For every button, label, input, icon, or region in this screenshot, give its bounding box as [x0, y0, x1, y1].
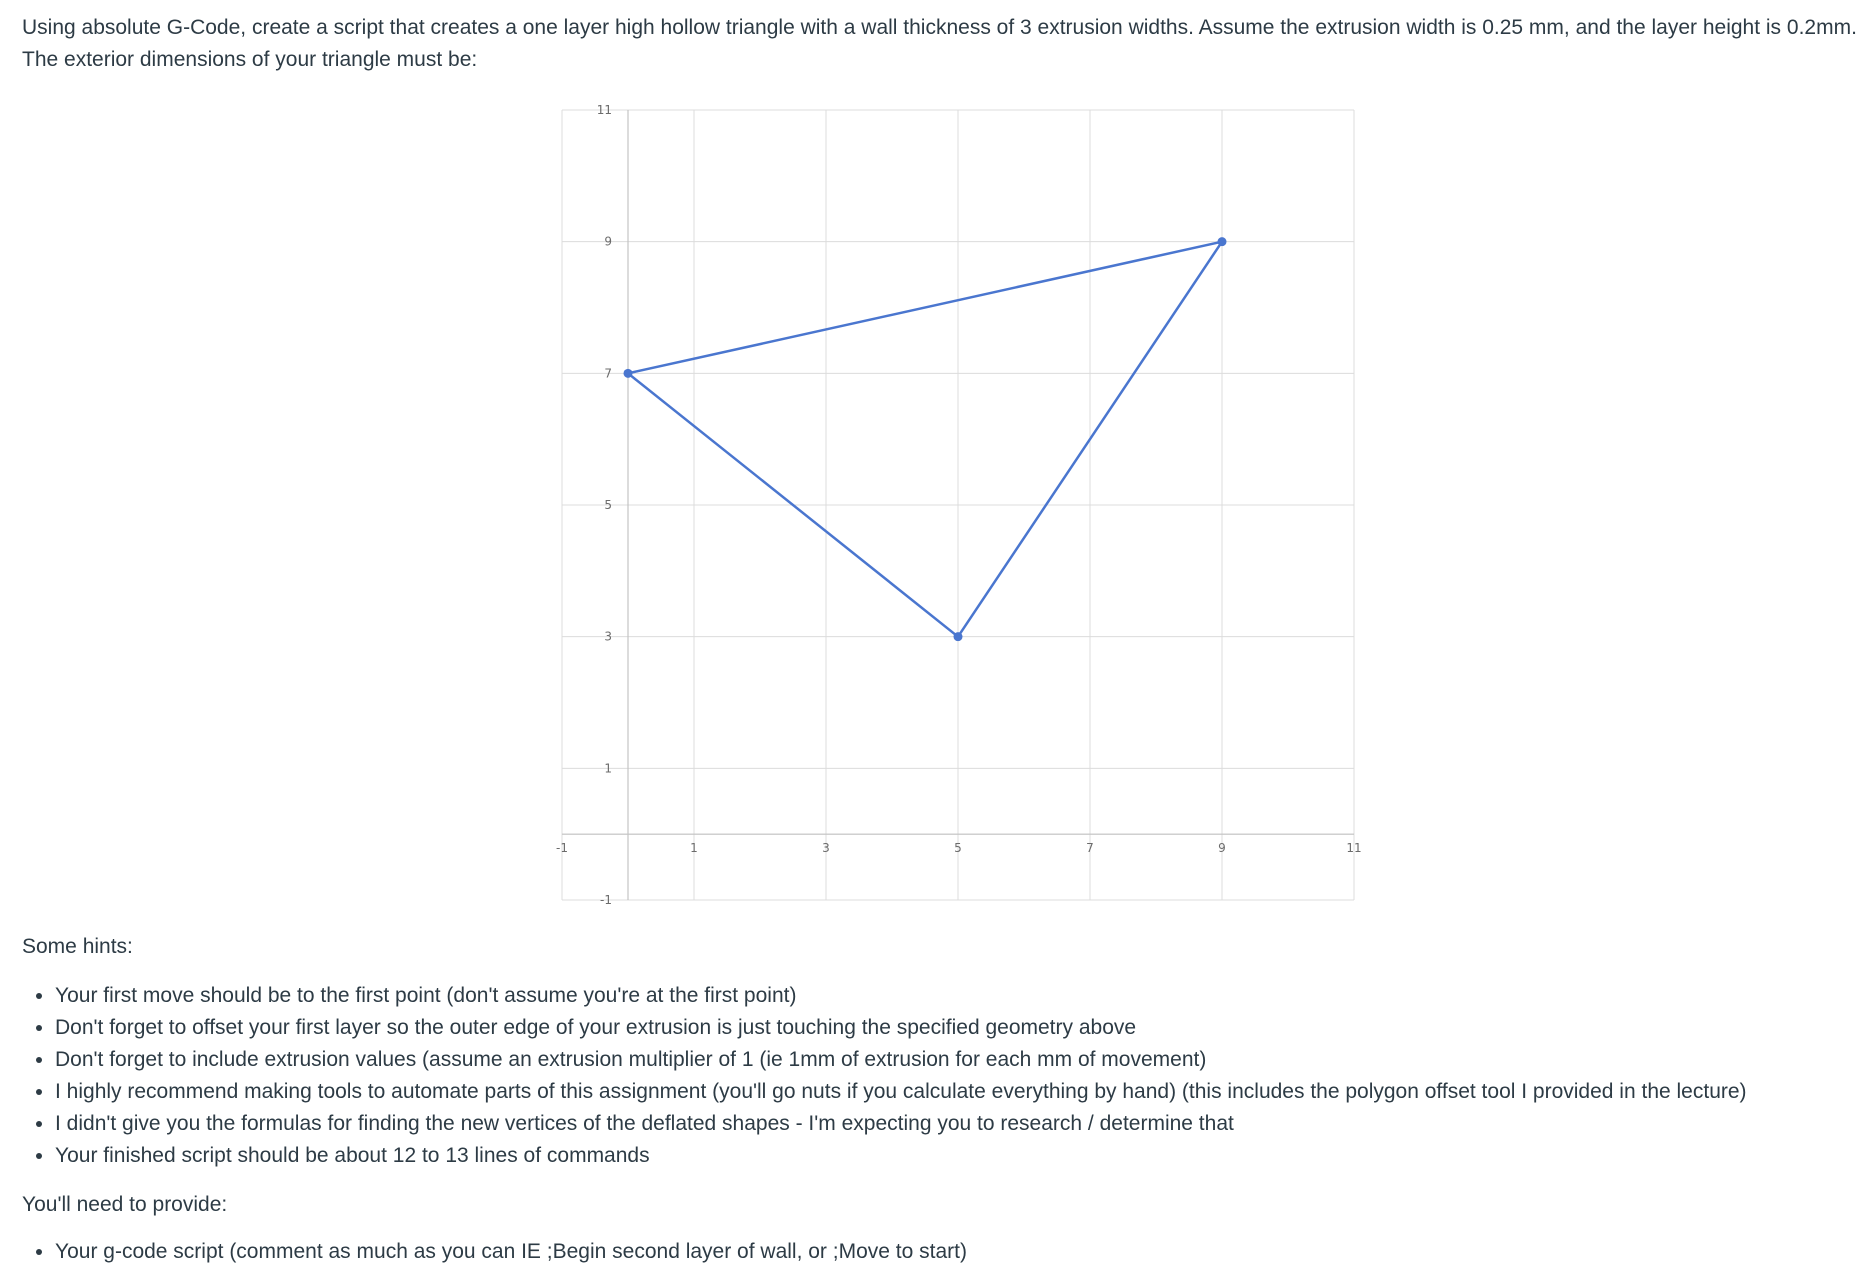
x-tick-label: 11	[1346, 841, 1362, 856]
y-tick-label: 1	[604, 761, 612, 776]
list-item: • I didn't give you the formulas for finding the new vertices of the deflated shapes - I'm expecting you to research / determine that	[55, 1108, 1747, 1140]
list-item: • Don't forget to include extrusion values (assume an extrusion multiplier of 1 (ie 1mm of extrusion for each mm of movement)	[55, 1044, 1747, 1076]
x-tick-label: 7	[1086, 841, 1094, 856]
intro-line-1: Using absolute G-Code, create a script that creates a one layer high hollow triangle with a wall thickness of 3 extrusion widths. Assume the extrusion width is 0.25 mm, and the layer height is 0.2mm.	[22, 16, 1857, 39]
x-tick-label: 5	[954, 841, 962, 856]
data-point	[624, 369, 633, 378]
provide-heading: You'll need to provide:	[22, 1193, 228, 1216]
hints-list	[22, 980, 1747, 1172]
list-item: • Your g-code script (comment as much as you can IE ;Begin second layer of wall, or ;Move to start)	[55, 1236, 967, 1268]
list-item: • Your first move should be to the first point (don't assume you're at the first point)	[55, 980, 1747, 1012]
hints-heading: Some hints:	[22, 935, 133, 958]
x-tick-label: 9	[1218, 841, 1226, 856]
series-line	[628, 242, 1222, 637]
x-tick-label: 1	[690, 841, 698, 856]
intro-line-2: The exterior dimensions of your triangle must be:	[22, 48, 478, 71]
triangle-chart-svg	[536, 96, 1376, 916]
x-tick-label: -1	[556, 841, 568, 856]
x-tick-label: 3	[822, 841, 830, 856]
triangle-chart	[536, 96, 1376, 916]
y-tick-label: 9	[604, 234, 612, 249]
data-point	[1218, 237, 1227, 246]
assignment-intro	[22, 12, 1864, 76]
y-tick-label: 5	[604, 498, 612, 512]
y-tick-label: 7	[604, 366, 612, 381]
list-item: • I highly recommend making tools to automate parts of this assignment (you'll go nuts if you calculate everything by hand) (this includes the polygon offset tool I provided in the lecture)	[55, 1076, 1747, 1108]
data-point	[954, 632, 963, 641]
y-tick-label: 3	[604, 629, 612, 644]
y-tick-label: 11	[596, 103, 612, 117]
provide-list	[22, 1236, 967, 1268]
list-item: • Don't forget to offset your first layer so the outer edge of your extrusion is just touching the specified geometry above	[55, 1012, 1747, 1044]
list-item: • Your finished script should be about 12 to 13 lines of commands	[55, 1140, 1747, 1172]
y-tick-label: -1	[600, 893, 612, 907]
